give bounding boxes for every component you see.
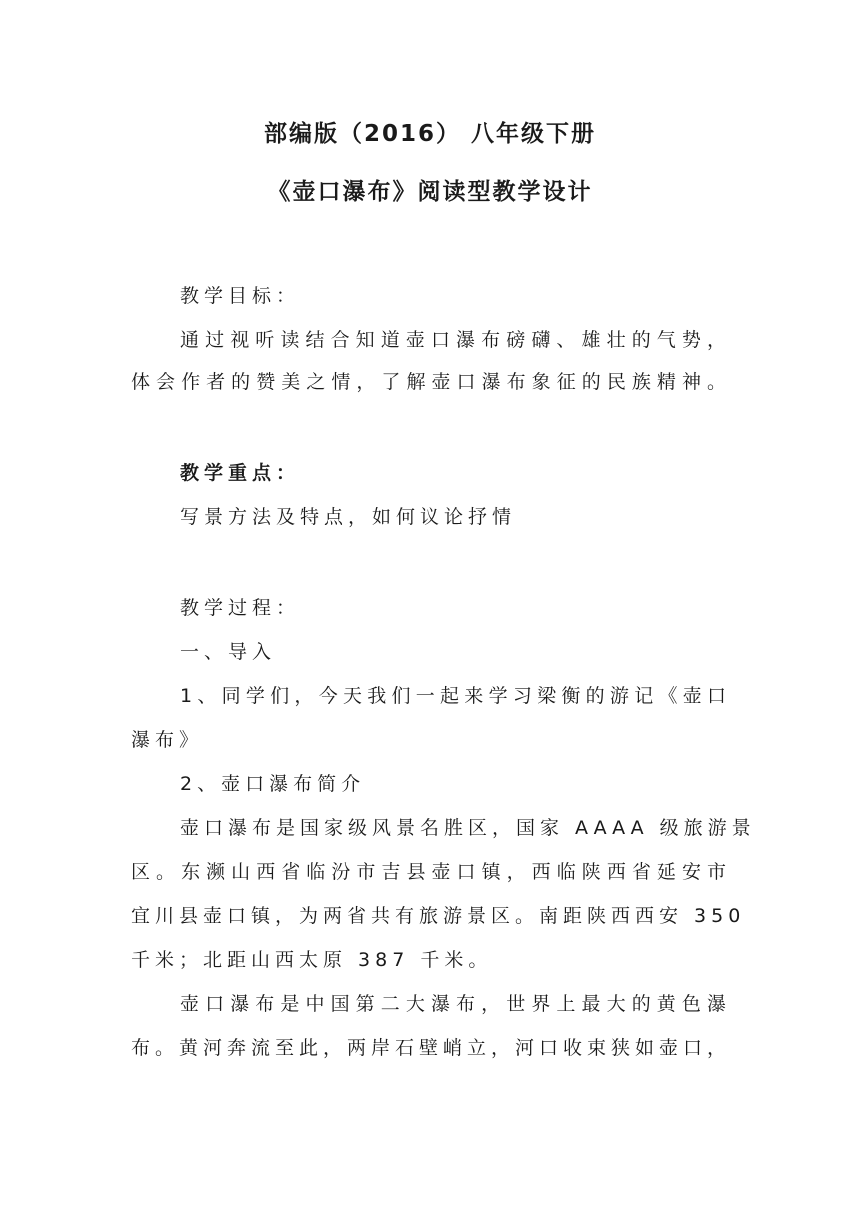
- intro-p1-line3: 宜川县壶口镇，为两省共有旅游景区。南距陕西西安 350: [131, 905, 746, 927]
- item1-line1: 1、同学们，今天我们一起来学习梁衡的游记《壶口: [180, 685, 731, 707]
- section-heading-intro: 一、导入: [180, 641, 277, 663]
- item2: 2、壶口瀑布简介: [180, 773, 366, 795]
- process-label: 教学过程：: [180, 597, 301, 619]
- objectives-label: 教学目标：: [180, 285, 301, 307]
- document-title-line1: 部编版（2016） 八年级下册: [263, 121, 597, 147]
- objectives-line1: 通过视听读结合知道壶口瀑布磅礴、雄壮的气势，: [180, 329, 731, 351]
- intro-p2-line2: 布。黄河奔流至此，两岸石壁峭立，河口收束狭如壶口，: [131, 1037, 732, 1059]
- objectives-line2: 体会作者的赞美之情，了解壶口瀑布象征的民族精神。: [131, 371, 731, 393]
- key-points-text: 写景方法及特点，如何议论抒情: [180, 506, 517, 528]
- item1-line2: 瀑布》: [131, 729, 204, 751]
- intro-p1-line4: 千米；北距山西太原 387 千米。: [131, 949, 493, 971]
- document-title-line2: 《壶口瀑布》阅读型教学设计: [267, 179, 593, 205]
- intro-p1-line1: 壶口瀑布是国家级风景名胜区，国家 AAAA 级旅游景: [180, 817, 756, 839]
- intro-p1-line2: 区。东濒山西省临汾市吉县壶口镇，西临陕西省延安市: [131, 861, 731, 883]
- intro-p2-line1: 壶口瀑布是中国第二大瀑布，世界上最大的黄色瀑: [180, 993, 731, 1015]
- key-points-label: 教学重点：: [180, 462, 301, 484]
